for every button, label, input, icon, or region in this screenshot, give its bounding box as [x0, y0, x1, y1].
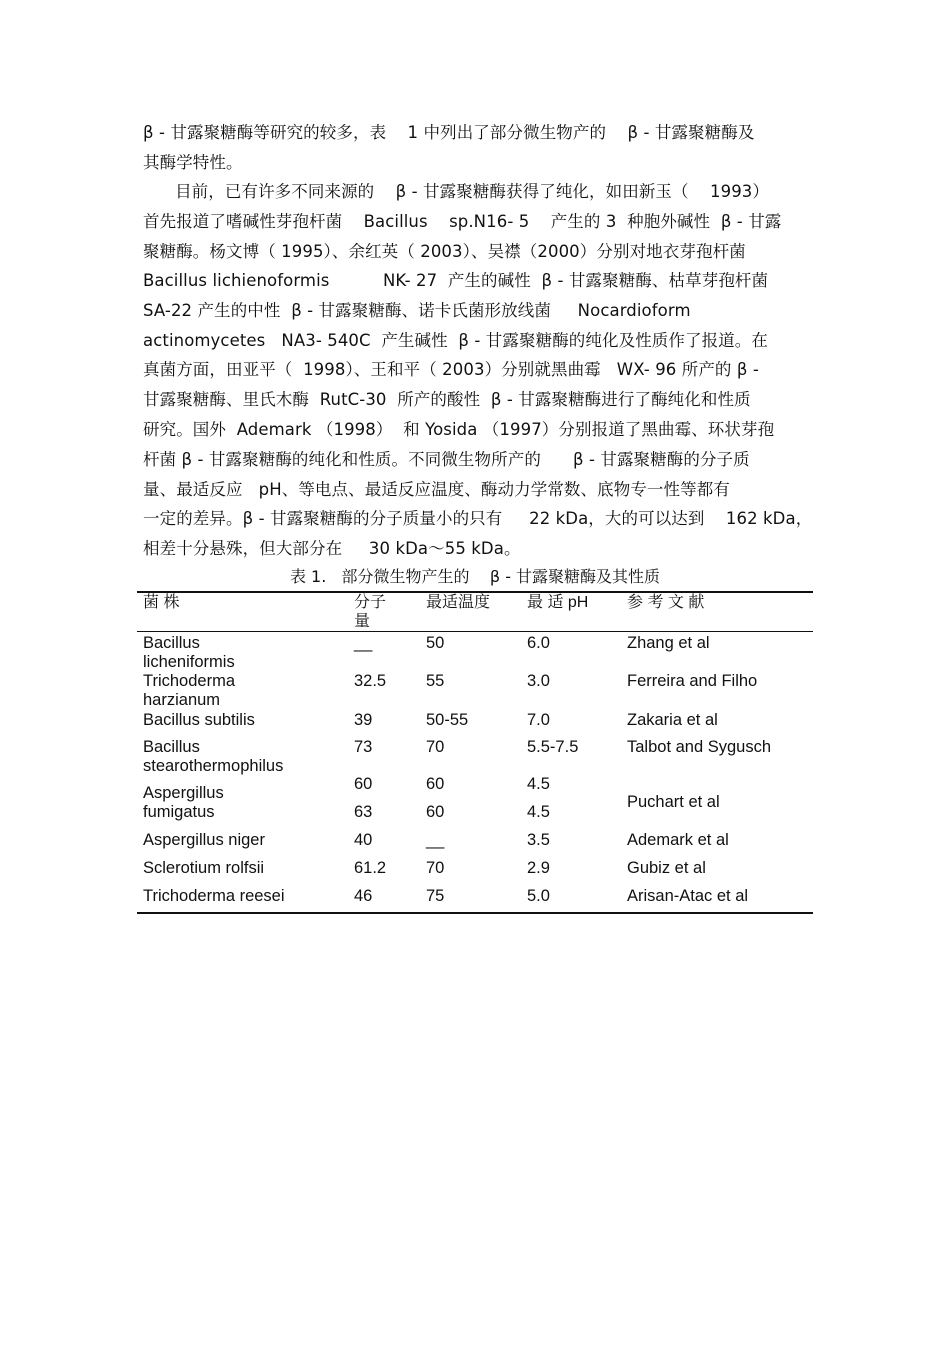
optimal-temperature-alt: 60: [426, 803, 445, 821]
molecular-weight-alt: 63: [354, 803, 373, 821]
strain-name-continued: stearothermophilus: [143, 757, 284, 775]
strain-name: Trichoderma reesei: [143, 887, 285, 905]
paragraph-line-1: β - 甘露聚糖酶等研究的较多，表 1 中列出了部分微生物产的 β - 甘露聚糖酶及: [143, 123, 755, 142]
optimal-temperature: __: [426, 831, 445, 849]
reference: Zakaria et al: [627, 711, 718, 729]
optimal-temperature: 75: [426, 887, 445, 905]
reference: Puchart et al: [627, 793, 720, 811]
strain-name: Aspergillus: [143, 784, 224, 802]
strain-name: Sclerotium rolfsii: [143, 859, 265, 877]
optimal-ph: 3.5: [527, 831, 550, 849]
reference: Ademark et al: [627, 831, 729, 849]
paragraph-line-8: actinomycetes NA3- 540C 产生碱性 β - 甘露聚糖酶的纯化及性质作了报道。在: [143, 331, 768, 350]
paragraph-line-3: 目前，已有许多不同来源的 β - 甘露聚糖酶获得了纯化，如田新玉（ 1993）: [143, 182, 769, 201]
table-bottom-rule: [137, 912, 813, 914]
optimal-temperature: 50-55: [426, 711, 469, 729]
molecular-weight: 39: [354, 711, 373, 729]
reference: Gubiz et al: [627, 859, 706, 877]
optimal-temperature: 50: [426, 634, 445, 652]
molecular-weight: 32.5: [354, 672, 387, 690]
strain-name: Bacillus subtilis: [143, 711, 255, 729]
reference: Zhang et al: [627, 634, 710, 652]
optimal-ph: 5.5-7.5: [527, 738, 579, 756]
strain-name-continued: harzianum: [143, 691, 221, 709]
reference: Talbot and Sygusch: [627, 738, 772, 756]
paragraph-line-4: 首先报道了嗜碱性芽孢杆菌 Bacillus sp.N16- 5 产生的 3 种胞外碱性 β - 甘露: [143, 212, 782, 231]
optimal-temperature: 70: [426, 738, 445, 756]
paragraph-line-9: 真菌方面，田亚平（ 1998）、王和平（ 2003）分别就黑曲霉 WX- 96 所产的 β -: [143, 360, 759, 379]
paragraph-line-12: 杆菌 β - 甘露聚糖酶的纯化和性质。不同微生物所产的 β - 甘露聚糖酶的分子质: [143, 450, 750, 469]
paragraph-line-7: SA-22 产生的中性 β - 甘露聚糖酶、诺卡氏菌形放线菌 Nocardioform: [143, 301, 691, 320]
optimal-temperature: 55: [426, 672, 445, 690]
reference: Ferreira and Filho: [627, 672, 758, 690]
optimal-temperature: 70: [426, 859, 445, 877]
molecular-weight: 61.2: [354, 859, 387, 877]
paragraph-line-6: Bacillus lichienoformis NK- 27 产生的碱性 β - 甘露聚糖酶、枯草芽孢杆菌: [143, 271, 769, 290]
strain-name: Bacillus: [143, 634, 200, 652]
paragraph-line-15: 相差十分悬殊，但大部分在 30 kDa～55 kDa。: [143, 539, 521, 558]
header-molecular-weight-line1: 分子: [354, 594, 387, 611]
strain-name-continued: licheniformis: [143, 653, 235, 671]
optimal-ph-alt: 4.5: [527, 803, 550, 821]
reference: Arisan-Atac et al: [627, 887, 749, 905]
table-header-rule: [137, 631, 813, 632]
paragraph-line-14: 一定的差异。β - 甘露聚糖酶的分子质量小的只有 22 kDa，大的可以达到 162 kDa，: [143, 509, 813, 528]
molecular-weight: __: [354, 634, 373, 652]
header-optimal-ph: 最 适 pH: [527, 594, 589, 611]
strain-name: Aspergillus niger: [143, 831, 265, 849]
molecular-weight: 73: [354, 738, 373, 756]
optimal-ph: 5.0: [527, 887, 550, 905]
optimal-ph: 3.0: [527, 672, 550, 690]
strain-name: Bacillus: [143, 738, 200, 756]
strain-name: Trichoderma: [143, 672, 235, 690]
header-optimal-temperature: 最适温度: [426, 594, 491, 611]
paragraph-line-13: 量、最适反应 pH、等电点、最适反应温度、酶动力学常数、底物专一性等都有: [143, 480, 730, 499]
strain-name-continued: fumigatus: [143, 803, 215, 821]
header-molecular-weight-line2: 量: [354, 613, 371, 630]
molecular-weight: 40: [354, 831, 373, 849]
header-strain: 菌 株: [143, 594, 180, 611]
table-caption: 表 1. 部分微生物产生的 β - 甘露聚糖酶及其性质: [289, 567, 661, 586]
optimal-ph: 6.0: [527, 634, 550, 652]
paragraph-line-11: 研究。国外 Ademark （1998） 和 Yosida （1997）分别报道了黑曲霉、环状芽孢: [143, 420, 775, 439]
paragraph-line-2: 其酶学特性。: [143, 153, 243, 172]
molecular-weight: 60: [354, 775, 373, 793]
molecular-weight: 46: [354, 887, 373, 905]
optimal-temperature: 60: [426, 775, 445, 793]
paragraph-line-10: 甘露聚糖酶、里氏木酶 RutC-30 所产的酸性 β - 甘露聚糖酶进行了酶纯化和性质: [143, 390, 751, 409]
optimal-ph: 2.9: [527, 859, 550, 877]
header-reference: 参 考 文 献: [627, 594, 705, 611]
optimal-ph: 7.0: [527, 711, 550, 729]
paragraph-line-5: 聚糖酶。杨文博（ 1995）、余红英（ 2003）、吴襟（2000）分别对地衣芽孢杆菌: [143, 242, 746, 261]
optimal-ph: 4.5: [527, 775, 550, 793]
